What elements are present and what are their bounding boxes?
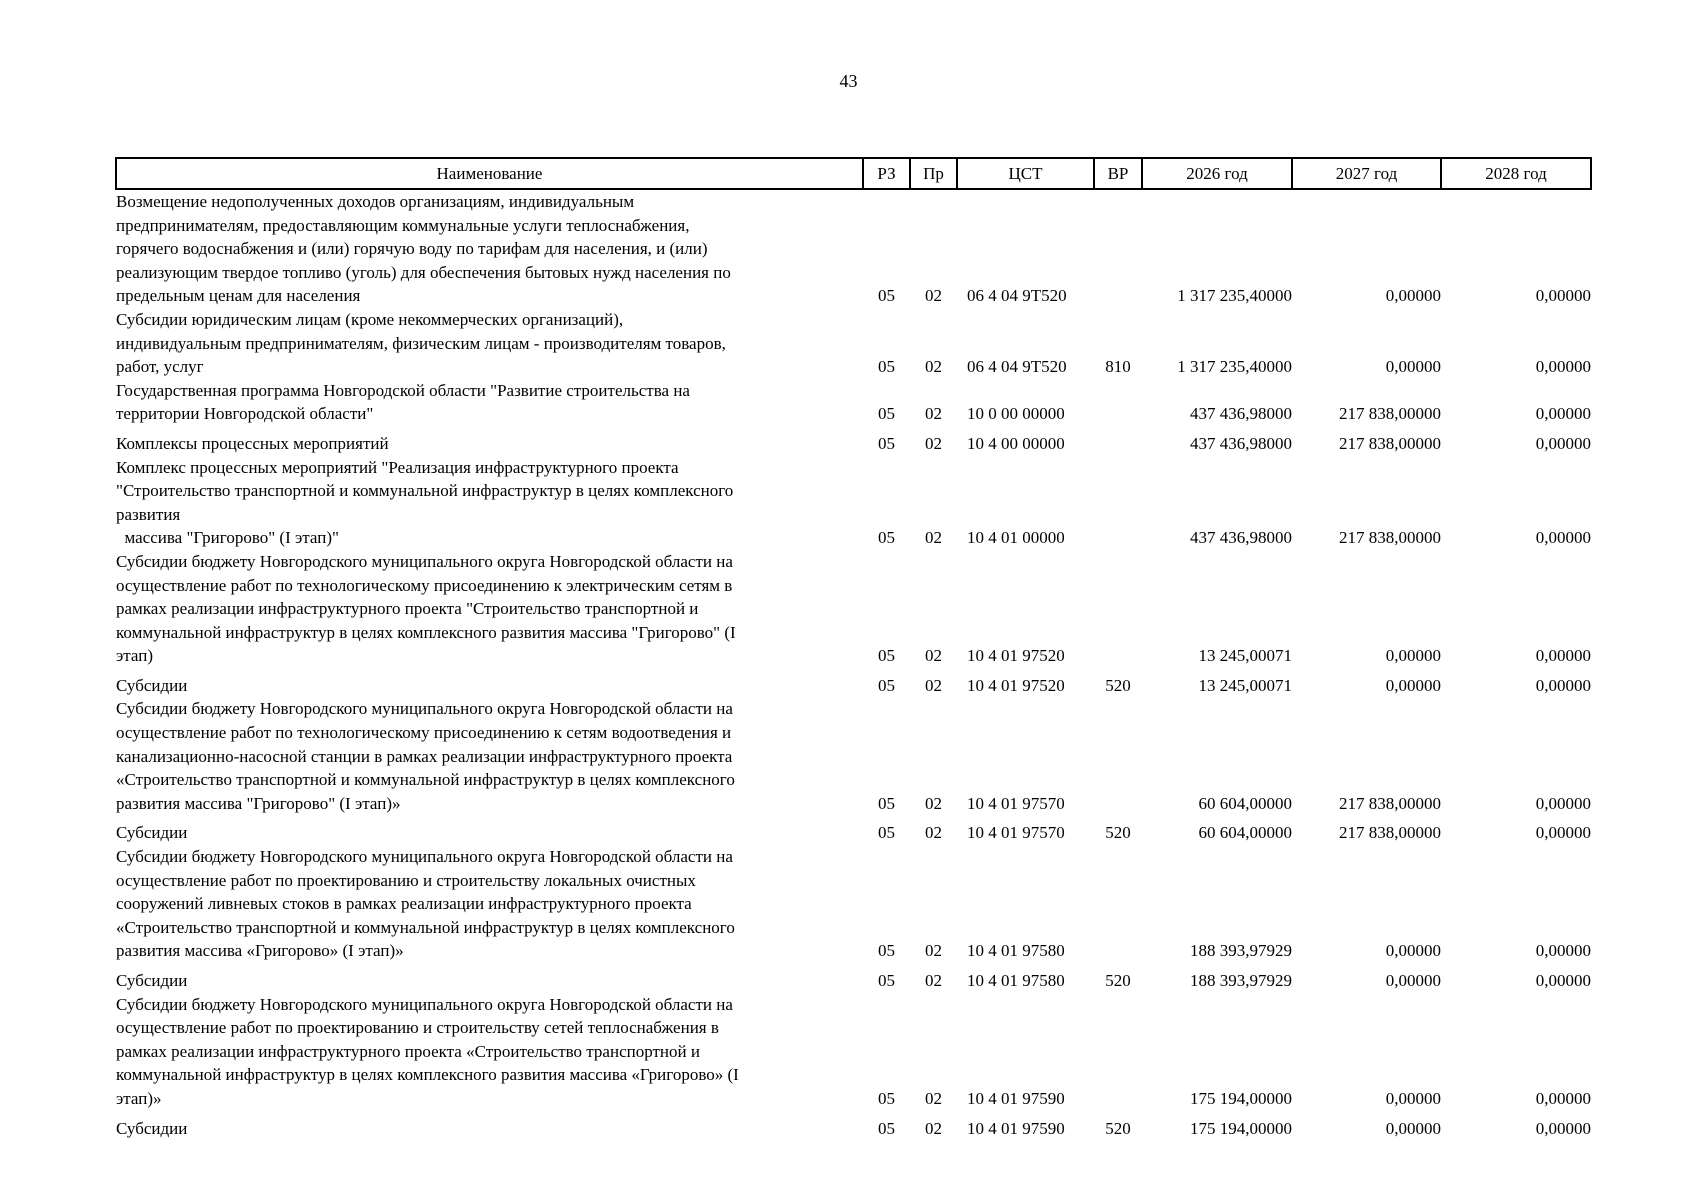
cell-name <box>116 189 863 308</box>
page-number: 43 <box>839 71 858 91</box>
cell-2027: 0,00000 <box>1385 941 1441 961</box>
cell-name-line: "Строительство транспортной и коммунальной инфраструктур в целях комплексного <box>116 481 734 501</box>
cell-rz: 05 <box>878 357 895 377</box>
cell-cst: 10 4 01 97580 <box>967 941 1065 961</box>
table-row <box>116 456 1591 550</box>
table-row <box>116 426 1591 456</box>
cell-cst: 10 4 00 00000 <box>967 433 1065 453</box>
cell-name-line: Возмещение недополученных доходов организациям, индивидуальным <box>116 192 635 211</box>
cell-name <box>116 1111 863 1141</box>
cell-2027: 0,00000 <box>1385 357 1441 377</box>
cell-name <box>116 379 863 426</box>
table-row <box>116 379 1591 426</box>
cell-name-line: территории Новгородской области" <box>116 404 374 424</box>
header-2026: 2026 год <box>1142 158 1292 189</box>
cell-vr: 520 <box>1105 675 1131 695</box>
cell-pr: 02 <box>925 823 942 843</box>
cell-vr <box>1094 845 1142 963</box>
cell-name-line: осуществление работ по технологическому присоединению к электрическим сетям в <box>116 575 733 595</box>
cell-pr: 02 <box>925 971 942 990</box>
cell-vr: 520 <box>1105 823 1131 843</box>
cell-cst: 10 4 01 97590 <box>967 1088 1065 1108</box>
cell-name-line: рамках реализации инфраструктурного проекта «Строительство транспортной и <box>116 1041 700 1061</box>
cell-2028: 0,00000 <box>1535 646 1591 666</box>
cell-name-line: горячего водоснабжения и (или) горячую воду по тарифам для населения, и (или) <box>116 239 708 259</box>
cell-2028: 0,00000 <box>1535 528 1591 548</box>
cell-cst: 10 4 01 00000 <box>967 528 1065 548</box>
cell-2026: 1 317 235,40000 <box>1177 357 1292 377</box>
cell-rz: 05 <box>878 971 895 990</box>
cell-name-line: рамках реализации инфраструктурного проекта "Строительство транспортной и <box>116 599 699 619</box>
cell-name-line: развития массива «Григорово» (I этап)» <box>116 941 404 961</box>
cell-pr: 02 <box>925 941 942 961</box>
cell-name <box>116 426 863 456</box>
cell-2027: 217 838,00000 <box>1339 404 1441 424</box>
cell-2027: 0,00000 <box>1385 286 1441 306</box>
cell-2028: 0,00000 <box>1535 675 1591 695</box>
header-row <box>116 158 1591 189</box>
cell-cst: 10 4 01 97570 <box>967 823 1065 843</box>
cell-rz: 05 <box>878 433 895 453</box>
cell-2026: 437 436,98000 <box>1190 433 1292 453</box>
cell-pr: 02 <box>925 433 942 453</box>
table-row <box>116 308 1591 379</box>
cell-2027: 0,00000 <box>1385 646 1441 666</box>
cell-name <box>116 697 863 815</box>
header-pr: Пр <box>910 158 957 189</box>
cell-name-line: Субсидии бюджету Новгородского муниципального округа Новгородской области на <box>116 699 733 719</box>
cell-cst: 10 4 01 97520 <box>967 675 1065 695</box>
cell-name-line: Субсидии <box>116 823 188 843</box>
cell-2028: 0,00000 <box>1535 1088 1591 1108</box>
cell-name <box>116 668 863 698</box>
cell-name-line: Субсидии <box>116 971 188 990</box>
cell-name-line: канализационно-насосной станции в рамках реализации инфраструктурного проекта <box>116 746 733 766</box>
cell-pr: 02 <box>925 357 942 377</box>
cell-name-line: сооружений ливневых стоков в рамках реализации инфраструктурного проекта <box>116 894 692 914</box>
cell-2026: 60 604,00000 <box>1198 823 1292 843</box>
cell-pr: 02 <box>925 675 942 695</box>
cell-pr: 02 <box>925 528 942 548</box>
cell-cst: 10 4 01 97520 <box>967 646 1065 666</box>
cell-name-line: коммунальной инфраструктур в целях комплексного развития массива "Григорово" (I <box>116 622 736 642</box>
cell-name <box>116 550 863 668</box>
cell-pr: 02 <box>925 1118 942 1138</box>
table-header <box>116 158 1591 189</box>
cell-2028: 0,00000 <box>1535 793 1591 813</box>
cell-2027: 0,00000 <box>1385 1088 1441 1108</box>
cell-2028: 0,00000 <box>1535 286 1591 306</box>
cell-rz: 05 <box>878 404 895 424</box>
cell-2027: 217 838,00000 <box>1339 528 1441 548</box>
header-cst: ЦСТ <box>957 158 1094 189</box>
cell-name <box>116 963 863 993</box>
cell-name-line: реализующим твердое топливо (уголь) для обеспечения бытовых нужд населения по <box>116 262 731 282</box>
cell-name-line: работ, услуг <box>116 357 204 377</box>
cell-2028: 0,00000 <box>1535 823 1591 843</box>
header-rz: РЗ <box>863 158 910 189</box>
cell-name-line: «Строительство транспортной и коммунальной инфраструктур в целях комплексного <box>116 917 735 937</box>
table-row <box>116 845 1591 963</box>
cell-name-line: предельным ценам для населения <box>116 286 361 306</box>
cell-name-line: этап)» <box>116 1088 162 1108</box>
table-body <box>116 189 1591 1140</box>
cell-vr <box>1094 456 1142 550</box>
cell-2026: 1 317 235,40000 <box>1177 286 1292 306</box>
cell-vr <box>1094 189 1142 308</box>
cell-name-line: Государственная программа Новгородской области "Развитие строительства на <box>116 380 690 400</box>
cell-name-line: Субсидии юридическим лицам (кроме некоммерческих организаций), <box>116 309 624 329</box>
cell-cst: 06 4 04 9Т520 <box>967 286 1067 306</box>
cell-name-line: предпринимателям, предоставляющим коммунальные услуги теплоснабжения, <box>116 215 690 235</box>
cell-name-line: осуществление работ по технологическому присоединению к сетям водоотведения и <box>116 723 732 743</box>
cell-2028: 0,00000 <box>1535 404 1591 424</box>
cell-pr: 02 <box>925 286 942 306</box>
cell-vr <box>1094 697 1142 815</box>
cell-2028: 0,00000 <box>1535 971 1591 990</box>
cell-2026: 188 393,97929 <box>1190 971 1292 990</box>
cell-2026: 188 393,97929 <box>1190 941 1292 961</box>
cell-name-line: этап) <box>116 646 154 666</box>
cell-name-line: развития <box>116 504 181 524</box>
cell-2028: 0,00000 <box>1535 433 1591 453</box>
cell-2027: 217 838,00000 <box>1339 433 1441 453</box>
cell-2027: 0,00000 <box>1385 675 1441 695</box>
table-row <box>116 1111 1591 1141</box>
cell-name-line: развития массива "Григорово" (I этап)» <box>116 793 401 813</box>
cell-vr: 520 <box>1105 971 1131 990</box>
table-row <box>116 668 1591 698</box>
cell-name-line: осуществление работ по проектированию и строительству локальных очистных <box>116 870 696 890</box>
cell-vr: 810 <box>1105 357 1131 377</box>
cell-name-line: «Строительство транспортной и коммунальной инфраструктур в целях комплексного <box>116 770 735 790</box>
cell-rz: 05 <box>878 675 895 695</box>
cell-name <box>116 456 863 550</box>
cell-2028: 0,00000 <box>1535 941 1591 961</box>
cell-vr <box>1094 993 1142 1111</box>
cell-2027: 217 838,00000 <box>1339 823 1441 843</box>
table-row <box>116 993 1591 1111</box>
cell-name-line: Комплексы процессных мероприятий <box>116 433 389 453</box>
cell-rz: 05 <box>878 528 895 548</box>
cell-2027: 0,00000 <box>1385 1118 1441 1138</box>
cell-rz: 05 <box>878 1088 895 1108</box>
cell-name-line: Комплекс процессных мероприятий "Реализация инфраструктурного проекта <box>116 457 679 477</box>
cell-pr: 02 <box>925 1088 942 1108</box>
cell-2026: 437 436,98000 <box>1190 528 1292 548</box>
cell-cst: 10 4 01 97590 <box>967 1118 1065 1138</box>
cell-cst: 10 4 01 97570 <box>967 793 1065 813</box>
cell-name-line: коммунальной инфраструктур в целях комплексного развития массива «Григорово» (I <box>116 1065 739 1085</box>
cell-2028: 0,00000 <box>1535 357 1591 377</box>
cell-name-line: индивидуальным предпринимателям, физическим лицам - производителям товаров, <box>116 333 726 353</box>
cell-2026: 13 245,00071 <box>1198 646 1292 666</box>
cell-name <box>116 845 863 963</box>
cell-2026: 13 245,00071 <box>1198 675 1292 695</box>
cell-cst: 10 0 00 00000 <box>967 404 1065 424</box>
cell-name-line: Субсидии бюджету Новгородского муниципального округа Новгородской области на <box>116 994 733 1014</box>
cell-pr: 02 <box>925 404 942 424</box>
cell-name <box>116 993 863 1111</box>
header-name: Наименование <box>116 158 863 189</box>
cell-name-line: Субсидии бюджету Новгородского муниципального округа Новгородской области на <box>116 551 733 571</box>
cell-vr <box>1094 550 1142 668</box>
cell-pr: 02 <box>925 646 942 666</box>
table-row <box>116 550 1591 668</box>
cell-name-line: осуществление работ по проектированию и строительству сетей теплоснабжения в <box>116 1018 719 1038</box>
table-row <box>116 815 1591 845</box>
cell-vr <box>1094 426 1142 456</box>
cell-2026: 60 604,00000 <box>1198 793 1292 813</box>
cell-2026: 175 194,00000 <box>1190 1088 1292 1108</box>
header-2027: 2027 год <box>1292 158 1441 189</box>
cell-2028: 0,00000 <box>1535 1118 1591 1138</box>
table-row <box>116 963 1591 993</box>
cell-2026: 437 436,98000 <box>1190 404 1292 424</box>
table-row <box>116 189 1591 308</box>
cell-cst: 06 4 04 9Т520 <box>967 357 1067 377</box>
table-row <box>116 697 1591 815</box>
cell-pr: 02 <box>925 793 942 813</box>
cell-rz: 05 <box>878 1118 895 1138</box>
cell-cst: 10 4 01 97580 <box>967 971 1065 990</box>
cell-rz: 05 <box>878 823 895 843</box>
header-2028: 2028 год <box>1441 158 1591 189</box>
cell-name-line: Субсидии <box>116 1118 188 1138</box>
cell-name <box>116 308 863 379</box>
cell-2026: 175 194,00000 <box>1190 1118 1292 1138</box>
cell-rz: 05 <box>878 793 895 813</box>
cell-rz: 05 <box>878 941 895 961</box>
cell-rz: 05 <box>878 286 895 306</box>
cell-2027: 217 838,00000 <box>1339 793 1441 813</box>
cell-name <box>116 815 863 845</box>
cell-vr <box>1094 379 1142 426</box>
header-vr: ВР <box>1094 158 1142 189</box>
budget-table <box>115 157 1592 1140</box>
cell-2027: 0,00000 <box>1385 971 1441 990</box>
cell-vr: 520 <box>1105 1118 1131 1138</box>
cell-name-line: Субсидии <box>116 675 188 695</box>
cell-rz: 05 <box>878 646 895 666</box>
cell-name-line: массива "Григорово" (I этап)" <box>116 528 339 548</box>
cell-name-line: Субсидии бюджету Новгородского муниципального округа Новгородской области на <box>116 847 733 867</box>
